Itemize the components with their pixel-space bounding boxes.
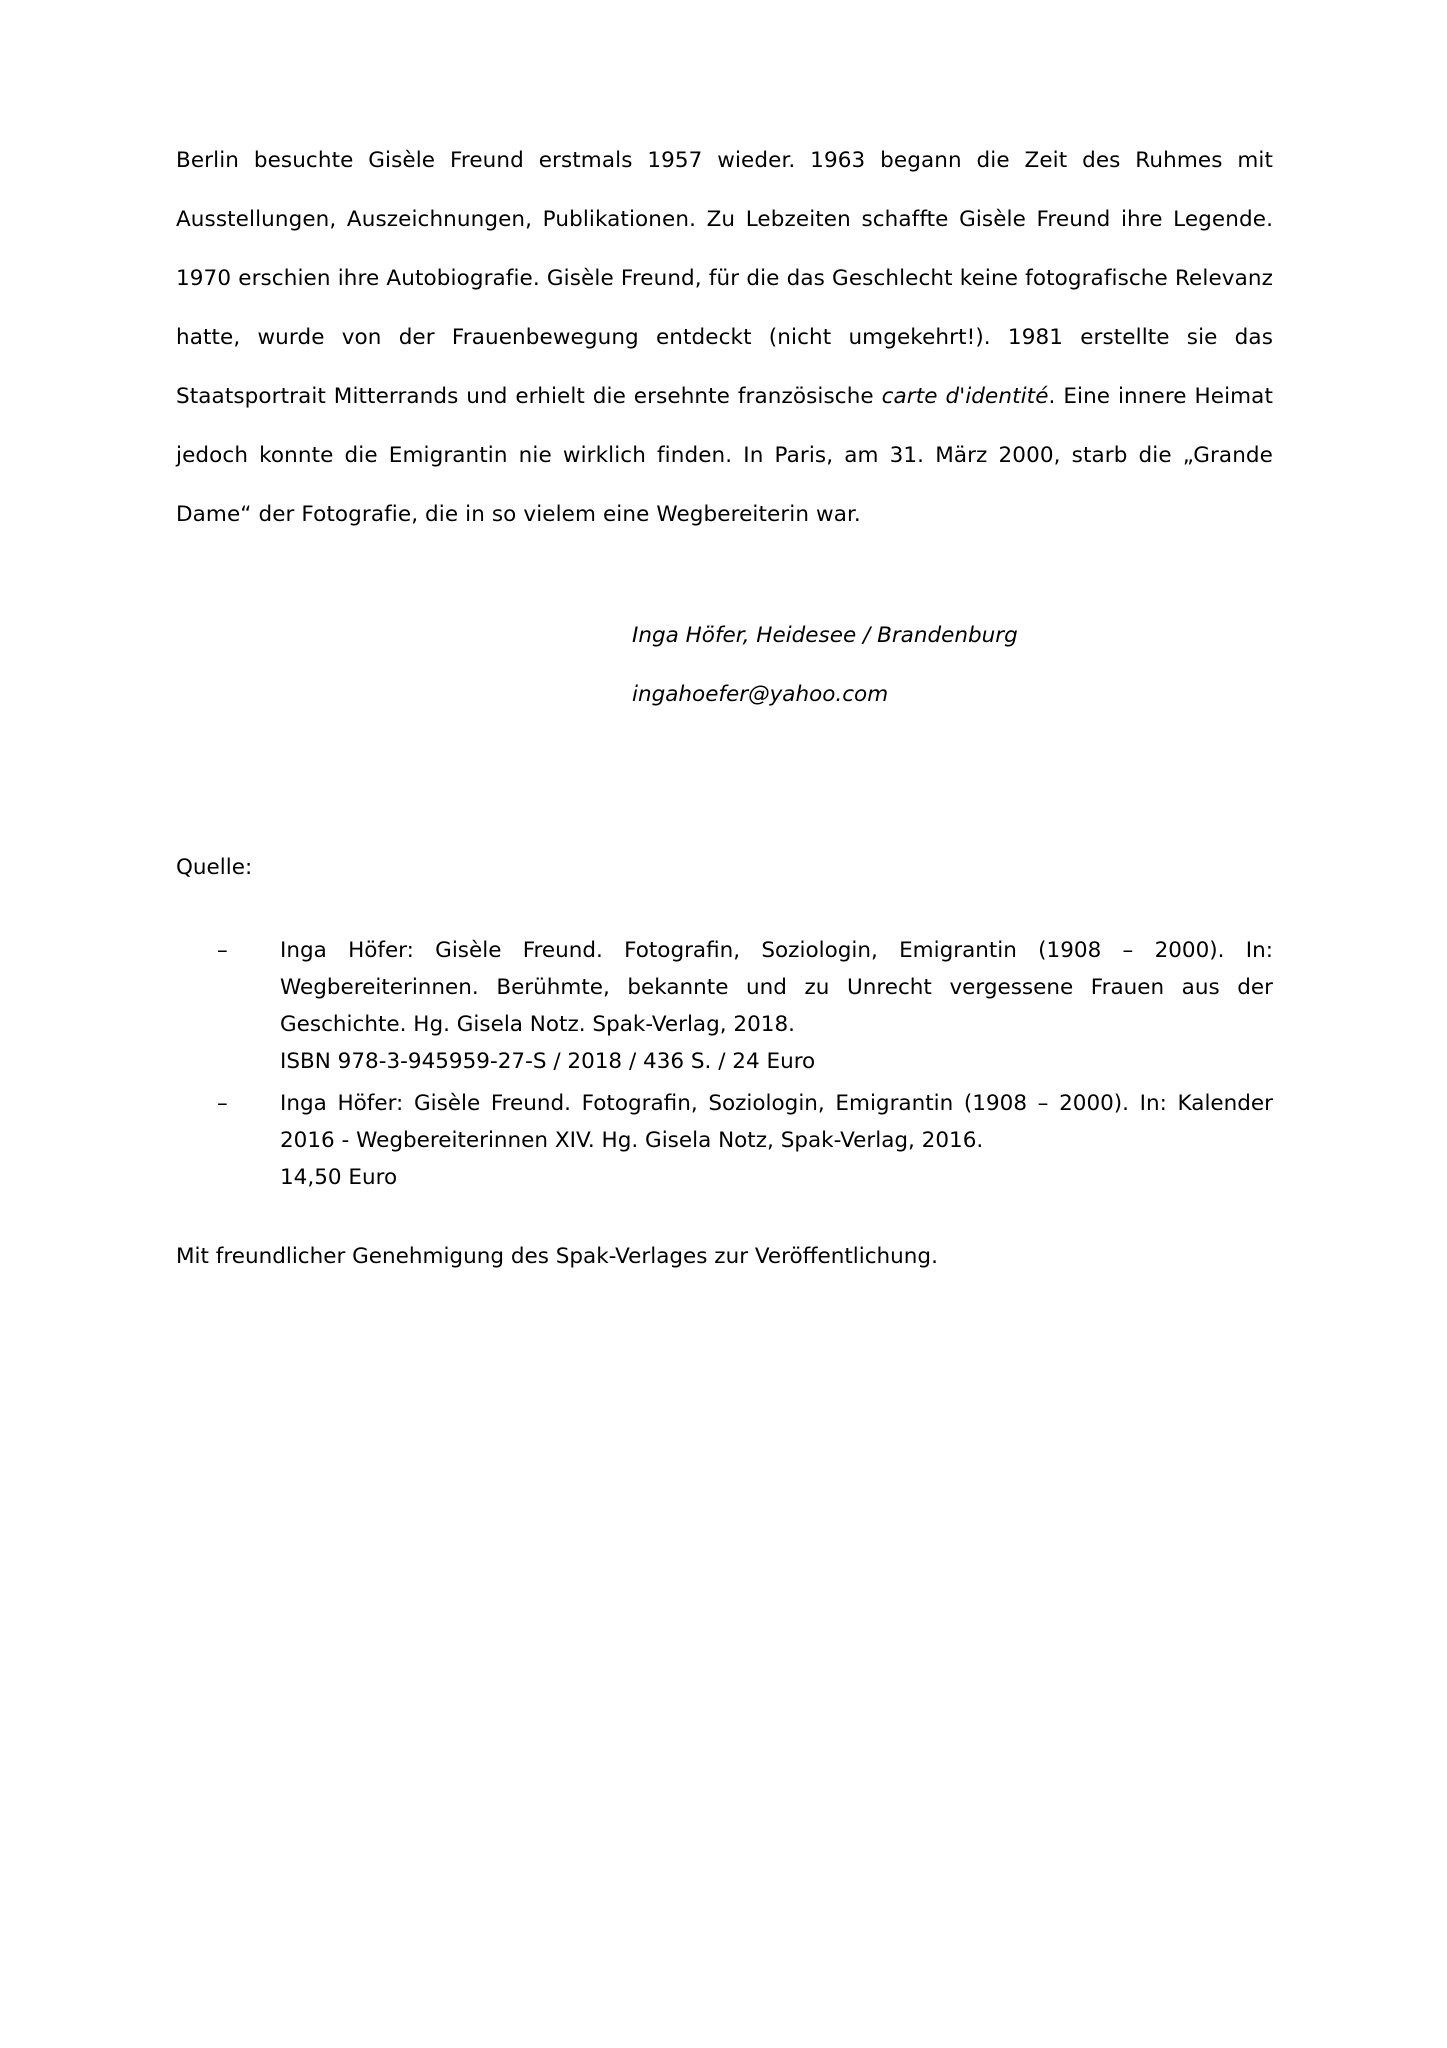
reference-body (280, 932, 1273, 1080)
bullet-dash-icon: – (217, 938, 228, 963)
paragraph-text-part2: . Eine innere Heimat jedoch konnte die Emigrantin nie wirklich finden. In Paris, am 31. März 2000, starb die „Grande Dame“ der Fotografie, die in so vielem eine Wegbereiterin war. (176, 384, 1273, 527)
list-item (217, 932, 1273, 1080)
source-heading: Quelle: (176, 855, 253, 880)
list-item (217, 1085, 1273, 1196)
bullet-dash-icon: – (217, 1091, 228, 1116)
reference-body (280, 1085, 1273, 1196)
italic-phrase-carte-didentite: carte d'identité (881, 384, 1049, 409)
closing-note: Mit freundlicher Genehmigung des Spak-Verlages zur Veröffentlichung. (176, 1244, 938, 1269)
reference-isbn-price: ISBN 978-3-945959-27-S / 2018 / 436 S. / 24 Euro (280, 1049, 816, 1074)
reference-isbn-price: 14,50 Euro (280, 1165, 398, 1190)
signature-name-location: Inga Höfer, Heidesee / Brandenburg (632, 623, 1018, 648)
reference-citation: Inga Höfer: Gisèle Freund. Fotografin, Soziologin, Emigrantin (1908 – 2000). In: Kalender 2016 - Wegbereiterinnen XIV. Hg. Gisela Notz, Spak-Verlag, 2016. (280, 1091, 1273, 1153)
reference-list (176, 932, 1273, 1196)
signature-block (176, 606, 1273, 724)
reference-citation: Inga Höfer: Gisèle Freund. Fotografin, Soziologin, Emigrantin (1908 – 2000). In: Wegbereiterinnen. Berühmte, bekannte und zu Unrecht vergessene Frauen aus der Geschichte. Hg. Gisela Notz. Spak-Verlag, 2018. (280, 938, 1273, 1037)
paragraph-text-part1: Berlin besuchte Gisèle Freund erstmals 1957 wieder. 1963 begann die Zeit des Ruhmes mit Ausstellungen, Auszeichnungen, Publikationen. Zu Lebzeiten schaffte Gisèle Freund ihre Legende. 1970 erschien ihre Autobiografie. Gisèle Freund, für die das Geschlecht keine fotografische Relevanz hatte, wurde von der Frauenbewegung entdeckt (nicht umgekehrt!). 1981 erstellte sie das Staatsportrait Mitterrands und erhielt die ersehnte französische (176, 148, 1273, 409)
signature-email[interactable]: ingahoefer@yahoo.com (632, 682, 889, 707)
main-paragraph (176, 131, 1273, 544)
